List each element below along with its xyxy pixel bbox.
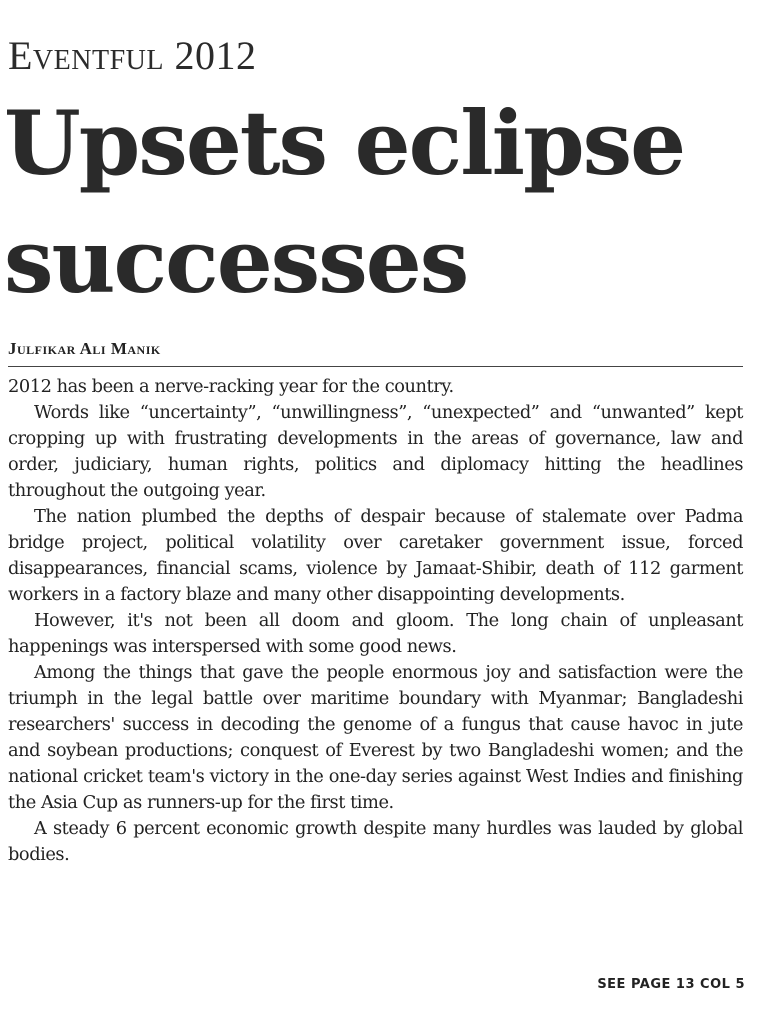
- headline-line-1: Upsets eclipse: [4, 91, 685, 195]
- article-body: [8, 374, 743, 868]
- jump-line: SEE PAGE 13 COL 5: [597, 977, 745, 992]
- paragraph: 2012 has been a nerve-racking year for the country.: [8, 376, 454, 397]
- paragraph: The nation plumbed the depths of despair because of stalemate over Padma bridge project, political volatility over caretaker government issue, forced disappearances, financial scams, violence by Jamaat-Shibir, death of 112 garment workers in a factory blaze and many other disappointing developments.: [8, 506, 743, 605]
- paragraph: Words like “uncertainty”, “unwillingness”, “unexpected” and “unwanted” kept cropping up with frustrating developments in the areas of governance, law and order, judiciary, human rights, politics and diplomacy hitting the headlines throughout the outgoing year.: [8, 402, 743, 501]
- byline-divider: [8, 366, 743, 367]
- paragraph: A steady 6 percent economic growth despite many hurdles was lauded by global bodies.: [8, 818, 743, 865]
- byline: Julfikar Ali Manik: [8, 339, 161, 358]
- paragraph: However, it's not been all doom and gloom. The long chain of unpleasant happenings was interspersed with some good news.: [8, 610, 743, 657]
- section-kicker: Eventful 2012: [8, 33, 257, 78]
- headline: [4, 84, 684, 320]
- headline-line-2: successes: [4, 209, 468, 313]
- paragraph: Among the things that gave the people enormous joy and satisfaction were the triumph in the legal battle over maritime boundary with Myanmar; Bangladeshi researchers' success in decoding the genome of a fungus that cause havoc in jute and soybean productions; conquest of Everest by two Bangladeshi women; and the national cricket team's victory in the one-day series against West Indies and finishing the Asia Cup as runners-up for the first time.: [8, 662, 743, 813]
